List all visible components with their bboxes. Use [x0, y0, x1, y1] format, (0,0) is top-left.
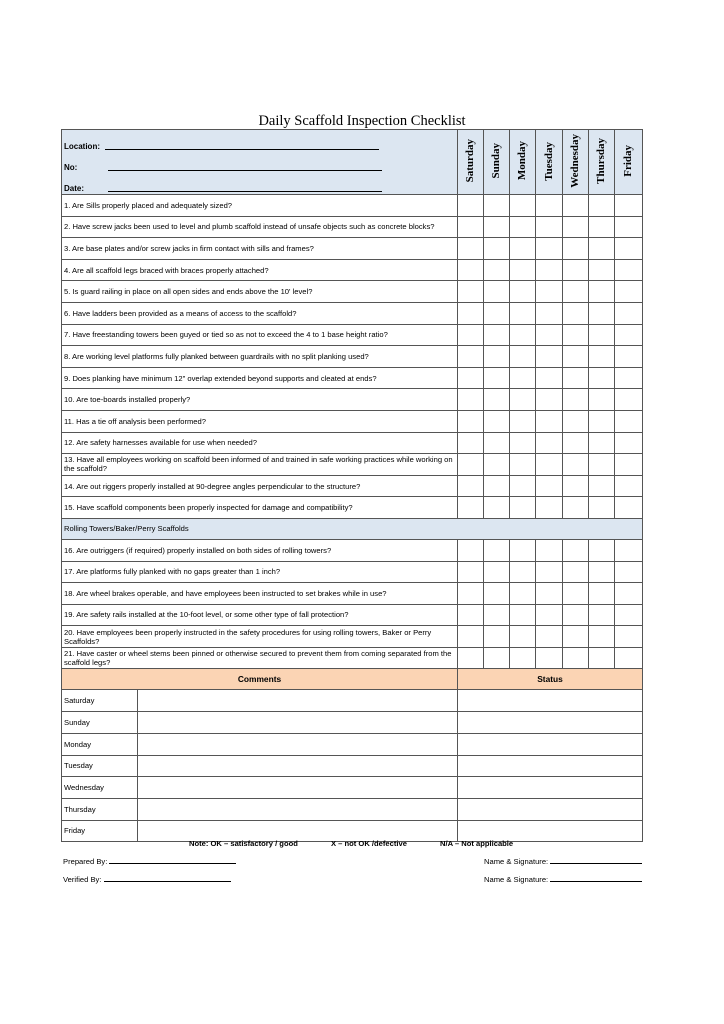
day-header-friday: Friday	[615, 130, 643, 195]
section-row	[62, 518, 643, 539]
question-text: 12. Are safety harnesses available for use when needed?	[62, 432, 458, 454]
check-cell-monday[interactable]	[510, 604, 536, 626]
check-cell-tuesday[interactable]	[536, 389, 563, 411]
check-cell-saturday[interactable]	[458, 604, 484, 626]
question-row	[62, 238, 643, 260]
date-field[interactable]	[108, 182, 382, 192]
check-cell-friday[interactable]	[615, 195, 643, 217]
check-cell-wednesday[interactable]	[563, 281, 589, 303]
check-cell-tuesday[interactable]	[536, 367, 563, 389]
comment-field[interactable]	[138, 755, 458, 777]
question-row	[62, 432, 643, 454]
comment-field[interactable]	[138, 690, 458, 712]
check-cell-tuesday[interactable]	[536, 647, 563, 669]
check-cell-sunday[interactable]	[484, 410, 510, 432]
check-cell-wednesday[interactable]	[563, 539, 589, 561]
question-row	[62, 389, 643, 411]
question-text: 4. Are all scaffold legs braced with braces properly attached?	[62, 259, 458, 281]
check-cell-thursday[interactable]	[589, 561, 615, 583]
question-row	[62, 475, 643, 497]
check-cell-friday[interactable]	[615, 647, 643, 669]
question-row	[62, 583, 643, 605]
question-text: 5. Is guard railing in place on all open sides and ends above the 10' level?	[62, 281, 458, 303]
name-signature-field-1[interactable]	[550, 856, 642, 864]
check-cell-friday[interactable]	[615, 367, 643, 389]
verified-by-field[interactable]	[104, 874, 231, 882]
comment-row	[62, 798, 643, 820]
check-cell-wednesday[interactable]	[563, 626, 589, 648]
check-cell-saturday[interactable]	[458, 497, 484, 519]
check-cell-wednesday[interactable]	[563, 647, 589, 669]
status-field[interactable]	[458, 690, 643, 712]
check-cell-monday[interactable]	[510, 238, 536, 260]
question-text: 8. Are working level platforms fully planked between guardrails with no split planking used?	[62, 346, 458, 368]
check-cell-thursday[interactable]	[589, 539, 615, 561]
check-cell-friday[interactable]	[615, 475, 643, 497]
question-text: 7. Have freestanding towers been guyed or tied so as not to exceed the 4 to 1 base height ratio?	[62, 324, 458, 346]
check-cell-thursday[interactable]	[589, 389, 615, 411]
question-text: 10. Are toe-boards installed properly?	[62, 389, 458, 411]
check-cell-saturday[interactable]	[458, 216, 484, 238]
question-row	[62, 626, 643, 648]
check-cell-friday[interactable]	[615, 539, 643, 561]
check-cell-friday[interactable]	[615, 626, 643, 648]
check-cell-wednesday[interactable]	[563, 367, 589, 389]
name-signature-1	[484, 856, 642, 866]
header-fields	[62, 130, 458, 195]
check-cell-sunday[interactable]	[484, 647, 510, 669]
day-header-saturday: Saturday	[458, 130, 484, 195]
question-text: 2. Have screw jacks been used to level and plumb scaffold instead of unsafe objects such as concrete blocks?	[62, 216, 458, 238]
check-cell-wednesday[interactable]	[563, 346, 589, 368]
check-cell-friday[interactable]	[615, 561, 643, 583]
check-cell-tuesday[interactable]	[536, 583, 563, 605]
check-cell-tuesday[interactable]	[536, 302, 563, 324]
page-title: Daily Scaffold Inspection Checklist	[258, 113, 466, 129]
status-field[interactable]	[458, 798, 643, 820]
check-cell-saturday[interactable]	[458, 410, 484, 432]
header-row	[62, 130, 643, 195]
question-row	[62, 195, 643, 217]
status-field[interactable]	[458, 733, 643, 755]
check-cell-monday[interactable]	[510, 432, 536, 454]
day-header-monday: Monday	[510, 130, 536, 195]
check-cell-saturday[interactable]	[458, 561, 484, 583]
question-text: 9. Does planking have minimum 12" overlap extended beyond supports and cleated at ends?	[62, 367, 458, 389]
date-label: Date:	[64, 184, 85, 193]
check-cell-saturday[interactable]	[458, 389, 484, 411]
comment-day-label: Tuesday	[62, 755, 138, 777]
comment-day-label: Friday	[62, 820, 138, 842]
prepared-by-label: Prepared By:	[63, 857, 108, 866]
check-cell-monday[interactable]	[510, 324, 536, 346]
prepared-by	[63, 856, 236, 866]
day-header-thursday: Thursday	[589, 130, 615, 195]
check-cell-monday[interactable]	[510, 367, 536, 389]
name-signature-field-2[interactable]	[550, 874, 642, 882]
check-cell-tuesday[interactable]	[536, 281, 563, 303]
check-cell-sunday[interactable]	[484, 346, 510, 368]
check-cell-saturday[interactable]	[458, 626, 484, 648]
check-cell-thursday[interactable]	[589, 281, 615, 303]
check-cell-thursday[interactable]	[589, 259, 615, 281]
check-cell-tuesday[interactable]	[536, 195, 563, 217]
check-cell-saturday[interactable]	[458, 324, 484, 346]
comment-day-label: Wednesday	[62, 777, 138, 799]
check-cell-thursday[interactable]	[589, 454, 615, 476]
check-cell-friday[interactable]	[615, 346, 643, 368]
day-header-tuesday: Tuesday	[536, 130, 563, 195]
check-cell-friday[interactable]	[615, 604, 643, 626]
comment-row	[62, 712, 643, 734]
check-cell-monday[interactable]	[510, 281, 536, 303]
check-cell-wednesday[interactable]	[563, 302, 589, 324]
check-cell-tuesday[interactable]	[536, 432, 563, 454]
check-cell-wednesday[interactable]	[563, 561, 589, 583]
question-row	[62, 497, 643, 519]
name-signature-label-1: Name & Signature:	[484, 857, 549, 866]
day-header-sunday: Sunday	[484, 130, 510, 195]
check-cell-saturday[interactable]	[458, 238, 484, 260]
comment-row	[62, 733, 643, 755]
check-cell-sunday[interactable]	[484, 389, 510, 411]
check-cell-wednesday[interactable]	[563, 238, 589, 260]
check-cell-tuesday[interactable]	[536, 626, 563, 648]
check-cell-sunday[interactable]	[484, 475, 510, 497]
check-cell-thursday[interactable]	[589, 195, 615, 217]
check-cell-tuesday[interactable]	[536, 238, 563, 260]
question-text: 3. Are base plates and/or screw jacks in firm contact with sills and frames?	[62, 238, 458, 260]
question-text: 16. Are outriggers (if required) properly installed on both sides of rolling towers?	[62, 539, 458, 561]
question-row	[62, 367, 643, 389]
check-cell-monday[interactable]	[510, 410, 536, 432]
comments-header: Comments	[62, 669, 458, 690]
question-text: 18. Are wheel brakes operable, and have employees been instructed to set brakes while in use?	[62, 583, 458, 605]
note-x: X – not OK /defective	[331, 839, 407, 848]
note-ok: Note: OK – satisfactory / good	[189, 839, 298, 848]
check-cell-tuesday[interactable]	[536, 259, 563, 281]
check-cell-saturday[interactable]	[458, 539, 484, 561]
question-row	[62, 259, 643, 281]
check-cell-tuesday[interactable]	[536, 324, 563, 346]
check-cell-thursday[interactable]	[589, 497, 615, 519]
check-cell-sunday[interactable]	[484, 561, 510, 583]
comment-field[interactable]	[138, 712, 458, 734]
comment-row	[62, 777, 643, 799]
name-signature-2	[484, 874, 642, 884]
check-cell-thursday[interactable]	[589, 302, 615, 324]
check-cell-sunday[interactable]	[484, 583, 510, 605]
check-cell-monday[interactable]	[510, 216, 536, 238]
check-cell-friday[interactable]	[615, 216, 643, 238]
question-row	[62, 410, 643, 432]
check-cell-wednesday[interactable]	[563, 324, 589, 346]
check-cell-tuesday[interactable]	[536, 497, 563, 519]
status-field[interactable]	[458, 755, 643, 777]
check-cell-monday[interactable]	[510, 346, 536, 368]
question-text: 17. Are platforms fully planked with no gaps greater than 1 inch?	[62, 561, 458, 583]
check-cell-saturday[interactable]	[458, 259, 484, 281]
check-cell-saturday[interactable]	[458, 281, 484, 303]
check-cell-friday[interactable]	[615, 497, 643, 519]
no-line	[62, 151, 457, 172]
no-field[interactable]	[108, 161, 382, 171]
check-cell-sunday[interactable]	[484, 238, 510, 260]
check-cell-tuesday[interactable]	[536, 561, 563, 583]
check-cell-monday[interactable]	[510, 454, 536, 476]
comment-day-label: Sunday	[62, 712, 138, 734]
check-cell-saturday[interactable]	[458, 432, 484, 454]
comments-header-row	[62, 669, 643, 690]
check-cell-thursday[interactable]	[589, 410, 615, 432]
question-text: 13. Have all employees working on scaffold been informed of and trained in safe working practices while working on the scaffold?	[62, 454, 458, 476]
no-label: No:	[64, 163, 78, 172]
question-row	[62, 281, 643, 303]
check-cell-sunday[interactable]	[484, 604, 510, 626]
check-cell-thursday[interactable]	[589, 216, 615, 238]
comment-day-label: Monday	[62, 733, 138, 755]
check-cell-monday[interactable]	[510, 475, 536, 497]
question-text: 15. Have scaffold components been properly inspected for damage and compatibility?	[62, 497, 458, 519]
check-cell-wednesday[interactable]	[563, 195, 589, 217]
check-cell-thursday[interactable]	[589, 324, 615, 346]
question-text: 19. Are safety rails installed at the 10-foot level, or some other type of fall protection?	[62, 604, 458, 626]
check-cell-monday[interactable]	[510, 626, 536, 648]
check-cell-sunday[interactable]	[484, 324, 510, 346]
check-cell-sunday[interactable]	[484, 454, 510, 476]
check-cell-monday[interactable]	[510, 647, 536, 669]
check-cell-monday[interactable]	[510, 583, 536, 605]
check-cell-tuesday[interactable]	[536, 454, 563, 476]
check-cell-thursday[interactable]	[589, 583, 615, 605]
check-cell-thursday[interactable]	[589, 238, 615, 260]
check-cell-sunday[interactable]	[484, 281, 510, 303]
verified-by	[63, 874, 231, 884]
check-cell-thursday[interactable]	[589, 604, 615, 626]
check-cell-friday[interactable]	[615, 238, 643, 260]
check-cell-sunday[interactable]	[484, 432, 510, 454]
check-cell-saturday[interactable]	[458, 302, 484, 324]
verified-by-label: Verified By:	[63, 875, 102, 884]
check-cell-sunday[interactable]	[484, 259, 510, 281]
check-cell-sunday[interactable]	[484, 302, 510, 324]
check-cell-sunday[interactable]	[484, 216, 510, 238]
question-row	[62, 539, 643, 561]
status-field[interactable]	[458, 712, 643, 734]
check-cell-tuesday[interactable]	[536, 475, 563, 497]
check-cell-friday[interactable]	[615, 281, 643, 303]
comment-row	[62, 690, 643, 712]
check-cell-sunday[interactable]	[484, 497, 510, 519]
question-row	[62, 604, 643, 626]
check-cell-wednesday[interactable]	[563, 259, 589, 281]
check-cell-wednesday[interactable]	[563, 583, 589, 605]
status-header: Status	[458, 669, 643, 690]
check-cell-monday[interactable]	[510, 195, 536, 217]
check-cell-wednesday[interactable]	[563, 432, 589, 454]
check-cell-wednesday[interactable]	[563, 454, 589, 476]
check-cell-thursday[interactable]	[589, 626, 615, 648]
check-cell-friday[interactable]	[615, 454, 643, 476]
check-cell-monday[interactable]	[510, 259, 536, 281]
check-cell-wednesday[interactable]	[563, 216, 589, 238]
check-cell-wednesday[interactable]	[563, 604, 589, 626]
check-cell-wednesday[interactable]	[563, 410, 589, 432]
check-cell-monday[interactable]	[510, 389, 536, 411]
check-cell-saturday[interactable]	[458, 454, 484, 476]
comment-field[interactable]	[138, 733, 458, 755]
check-cell-sunday[interactable]	[484, 626, 510, 648]
check-cell-monday[interactable]	[510, 302, 536, 324]
inspection-table	[61, 129, 643, 842]
status-field[interactable]	[458, 777, 643, 799]
check-cell-tuesday[interactable]	[536, 216, 563, 238]
check-cell-friday[interactable]	[615, 324, 643, 346]
check-cell-thursday[interactable]	[589, 346, 615, 368]
name-signature-label-2: Name & Signature:	[484, 875, 549, 884]
day-header-wednesday: Wednesday	[563, 130, 589, 195]
question-text: 21. Have caster or wheel stems been pinned or otherwise secured to prevent them from coming separated from the scaffold legs?	[62, 647, 458, 669]
check-cell-thursday[interactable]	[589, 647, 615, 669]
check-cell-friday[interactable]	[615, 583, 643, 605]
question-row	[62, 454, 643, 476]
check-cell-saturday[interactable]	[458, 367, 484, 389]
check-cell-friday[interactable]	[615, 259, 643, 281]
check-cell-wednesday[interactable]	[563, 389, 589, 411]
check-cell-saturday[interactable]	[458, 475, 484, 497]
comment-day-label: Saturday	[62, 690, 138, 712]
location-label: Location:	[64, 142, 100, 151]
question-row	[62, 324, 643, 346]
check-cell-sunday[interactable]	[484, 195, 510, 217]
check-cell-monday[interactable]	[510, 539, 536, 561]
check-cell-thursday[interactable]	[589, 475, 615, 497]
question-row	[62, 216, 643, 238]
check-cell-friday[interactable]	[615, 410, 643, 432]
check-cell-friday[interactable]	[615, 302, 643, 324]
question-row	[62, 647, 643, 669]
check-cell-sunday[interactable]	[484, 539, 510, 561]
comment-field[interactable]	[138, 798, 458, 820]
question-text: 1. Are Sills properly placed and adequately sized?	[62, 195, 458, 217]
check-cell-thursday[interactable]	[589, 432, 615, 454]
check-cell-wednesday[interactable]	[563, 475, 589, 497]
check-cell-tuesday[interactable]	[536, 410, 563, 432]
question-row	[62, 302, 643, 324]
location-line	[62, 130, 457, 151]
check-cell-monday[interactable]	[510, 561, 536, 583]
check-cell-saturday[interactable]	[458, 195, 484, 217]
question-text: 6. Have ladders been provided as a means of access to the scaffold?	[62, 302, 458, 324]
check-cell-friday[interactable]	[615, 432, 643, 454]
question-text: 20. Have employees been properly instructed in the safety procedures for using rolling towers, Baker or Perry Scaffolds?	[62, 626, 458, 648]
check-cell-saturday[interactable]	[458, 647, 484, 669]
check-cell-sunday[interactable]	[484, 367, 510, 389]
prepared-by-field[interactable]	[109, 856, 236, 864]
check-cell-wednesday[interactable]	[563, 497, 589, 519]
date-line	[62, 172, 457, 193]
check-cell-saturday[interactable]	[458, 346, 484, 368]
section-title: Rolling Towers/Baker/Perry Scaffolds	[62, 518, 643, 539]
comment-field[interactable]	[138, 777, 458, 799]
question-text: 14. Are out riggers properly installed at 90-degree angles perpendicular to the structure?	[62, 475, 458, 497]
check-cell-tuesday[interactable]	[536, 346, 563, 368]
check-cell-saturday[interactable]	[458, 583, 484, 605]
question-row	[62, 346, 643, 368]
question-text: 11. Has a tie off analysis been performed?	[62, 410, 458, 432]
check-cell-monday[interactable]	[510, 497, 536, 519]
check-cell-tuesday[interactable]	[536, 604, 563, 626]
comment-row	[62, 755, 643, 777]
check-cell-friday[interactable]	[615, 389, 643, 411]
comment-day-label: Thursday	[62, 798, 138, 820]
check-cell-thursday[interactable]	[589, 367, 615, 389]
location-field[interactable]	[105, 140, 379, 150]
check-cell-tuesday[interactable]	[536, 539, 563, 561]
note-na: N/A – Not applicable	[440, 839, 514, 848]
question-row	[62, 561, 643, 583]
